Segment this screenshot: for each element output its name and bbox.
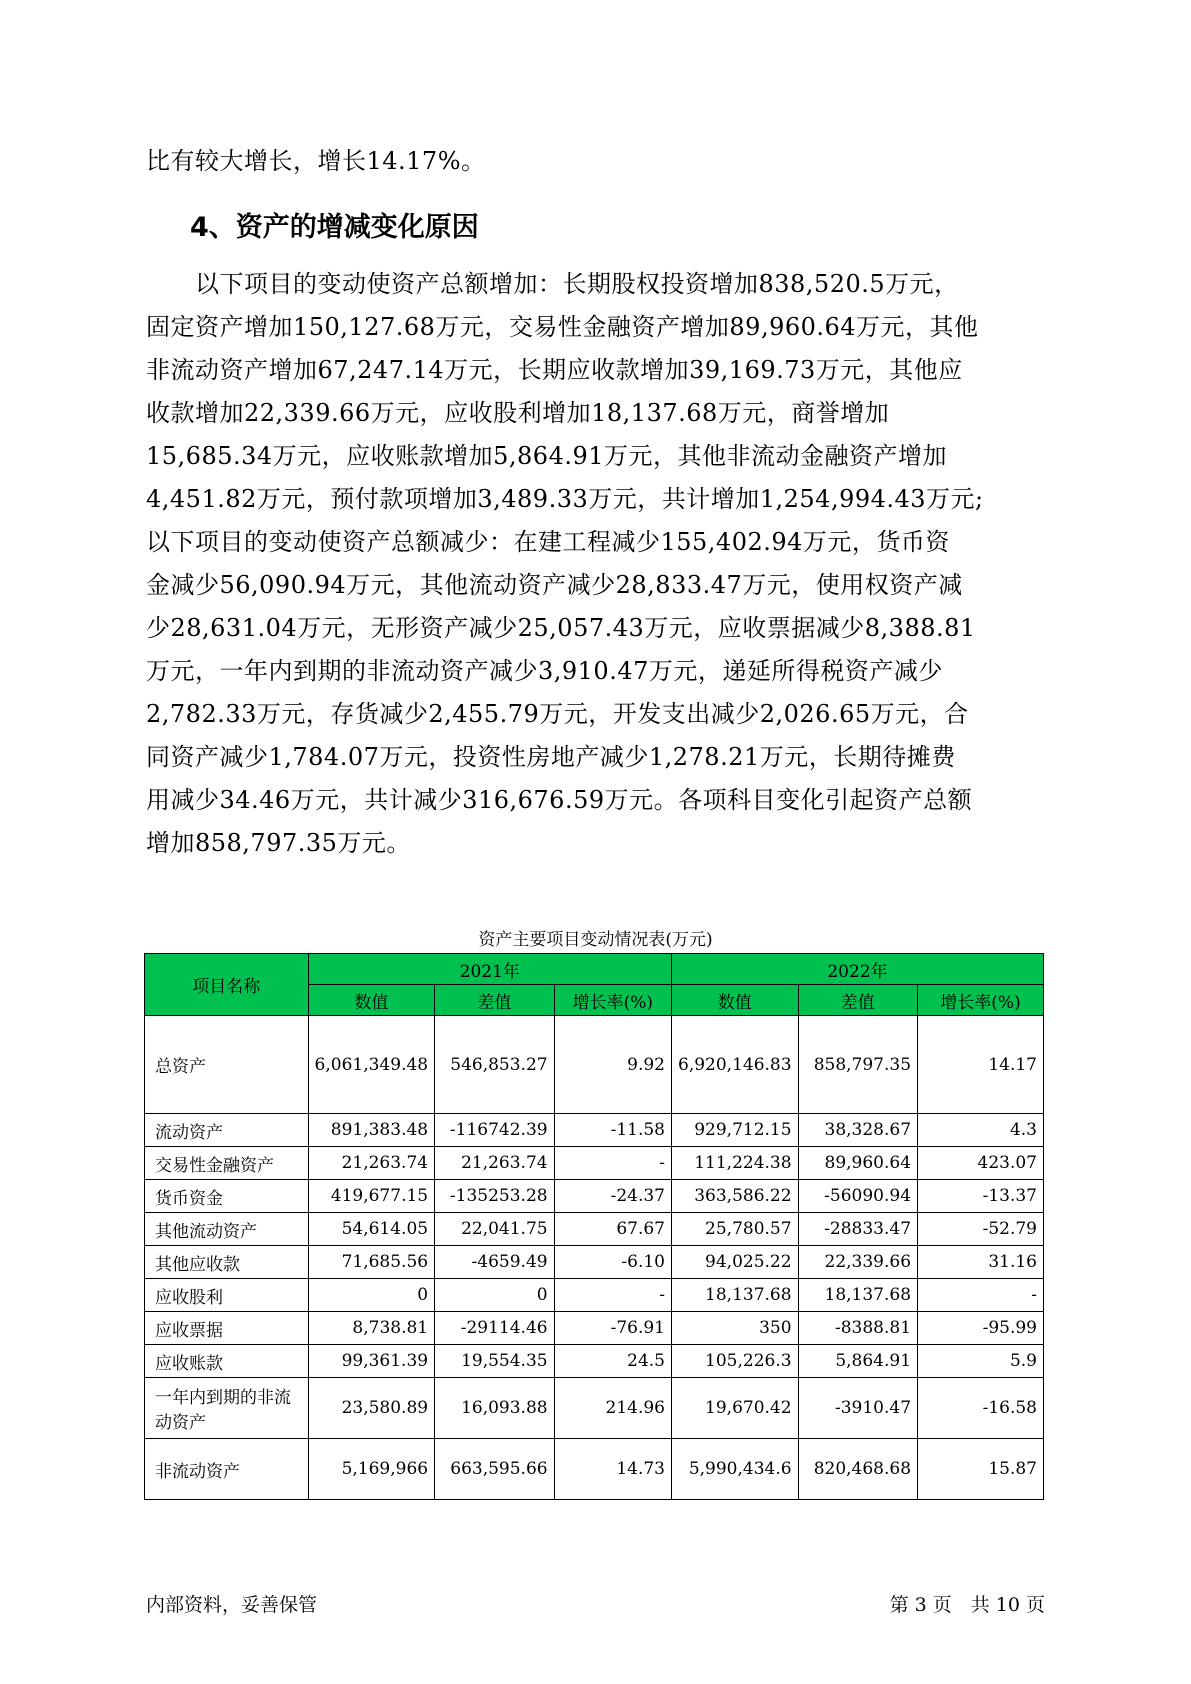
cell-rate-2021: 9.92 bbox=[554, 1016, 671, 1114]
cell-rate-2021: - bbox=[554, 1279, 671, 1312]
cell-value-2022: 25,780.57 bbox=[672, 1213, 799, 1246]
table-row bbox=[145, 1439, 1044, 1500]
header-item-name: 项目名称 bbox=[145, 954, 309, 1016]
cell-value-2021: 6,061,349.48 bbox=[308, 1016, 435, 1114]
table-row bbox=[145, 1312, 1044, 1345]
cell-diff-2022: 5,864.91 bbox=[798, 1345, 917, 1378]
cell-value-2022: 363,586.22 bbox=[672, 1180, 799, 1213]
row-name: 流动资产 bbox=[145, 1114, 309, 1147]
cell-value-2022: 18,137.68 bbox=[672, 1279, 799, 1312]
cell-diff-2021: 22,041.75 bbox=[435, 1213, 554, 1246]
header-diff: 差值 bbox=[435, 985, 554, 1016]
paragraph-line: 同资产减少1,784.07万元，投资性房地产减少1,278.21万元，长期待摊费 bbox=[146, 743, 956, 771]
table-row bbox=[145, 1016, 1044, 1114]
cell-value-2022: 5,990,434.6 bbox=[672, 1439, 799, 1500]
cell-value-2022: 94,025.22 bbox=[672, 1246, 799, 1279]
cell-diff-2022: 22,339.66 bbox=[798, 1246, 917, 1279]
cell-rate-2022: -16.58 bbox=[918, 1378, 1044, 1439]
table-row bbox=[145, 1246, 1044, 1279]
footer-page-number: 第 3 页 共 10 页 bbox=[889, 1594, 1045, 1616]
cell-diff-2021: 16,093.88 bbox=[435, 1378, 554, 1439]
cell-diff-2021: -4659.49 bbox=[435, 1246, 554, 1279]
paragraph-line: 少28,631.04万元，无形资产减少25,057.43万元，应收票据减少8,388.81 bbox=[146, 614, 976, 642]
cell-rate-2022: -13.37 bbox=[918, 1180, 1044, 1213]
cell-value-2021: 5,169,966 bbox=[308, 1439, 435, 1500]
header-diff: 差值 bbox=[798, 985, 917, 1016]
cell-rate-2022: 15.87 bbox=[918, 1439, 1044, 1500]
cell-value-2021: 0 bbox=[308, 1279, 435, 1312]
table-caption: 资产主要项目变动情况表(万元) bbox=[478, 930, 713, 950]
cell-diff-2021: 21,263.74 bbox=[435, 1147, 554, 1180]
paragraph-line: 收款增加22,339.66万元，应收股利增加18,137.68万元，商誉增加 bbox=[146, 399, 890, 427]
cell-value-2021: 23,580.89 bbox=[308, 1378, 435, 1439]
cell-rate-2021: -11.58 bbox=[554, 1114, 671, 1147]
paragraph-line: 以下项目的变动使资产总额增加：长期股权投资增加838,520.5万元， bbox=[146, 270, 959, 298]
cell-value-2022: 111,224.38 bbox=[672, 1147, 799, 1180]
cell-diff-2022: 38,328.67 bbox=[798, 1114, 917, 1147]
cell-diff-2021: -116742.39 bbox=[435, 1114, 554, 1147]
paragraph-line: 非流动资产增加67,247.14万元，长期应收款增加39,169.73万元，其他应 bbox=[146, 356, 963, 384]
paragraph-line: 4,451.82万元，预付款项增加3,489.33万元，共计增加1,254,994.43万元; bbox=[146, 485, 984, 513]
cell-rate-2022: -52.79 bbox=[918, 1213, 1044, 1246]
table-row bbox=[145, 1147, 1044, 1180]
cell-diff-2021: 663,595.66 bbox=[435, 1439, 554, 1500]
cell-rate-2022: - bbox=[918, 1279, 1044, 1312]
row-name: 应收票据 bbox=[145, 1312, 309, 1345]
row-name: 应收账款 bbox=[145, 1345, 309, 1378]
cell-diff-2022: 18,137.68 bbox=[798, 1279, 917, 1312]
paragraph-line: 2,782.33万元，存货减少2,455.79万元，开发支出减少2,026.65万元，合 bbox=[146, 700, 969, 728]
cell-rate-2022: 31.16 bbox=[918, 1246, 1044, 1279]
row-name: 其他应收款 bbox=[145, 1246, 309, 1279]
table-row bbox=[145, 1378, 1044, 1439]
cell-diff-2021: 0 bbox=[435, 1279, 554, 1312]
cell-rate-2021: - bbox=[554, 1147, 671, 1180]
cell-value-2022: 929,712.15 bbox=[672, 1114, 799, 1147]
paragraph-line: 15,685.34万元，应收账款增加5,864.91万元，其他非流动金融资产增加 bbox=[146, 442, 948, 470]
cell-rate-2021: 214.96 bbox=[554, 1378, 671, 1439]
header-value: 数值 bbox=[672, 985, 799, 1016]
cell-value-2021: 891,383.48 bbox=[308, 1114, 435, 1147]
cell-value-2022: 105,226.3 bbox=[672, 1345, 799, 1378]
cell-diff-2021: -29114.46 bbox=[435, 1312, 554, 1345]
cell-diff-2022: -28833.47 bbox=[798, 1213, 917, 1246]
table-row bbox=[145, 1279, 1044, 1312]
cell-diff-2022: 89,960.64 bbox=[798, 1147, 917, 1180]
cell-rate-2022: 14.17 bbox=[918, 1016, 1044, 1114]
cell-value-2022: 6,920,146.83 bbox=[672, 1016, 799, 1114]
paragraph-line: 以下项目的变动使资产总额减少：在建工程减少155,402.94万元，货币资 bbox=[146, 528, 950, 556]
row-name: 交易性金融资产 bbox=[145, 1147, 309, 1180]
paragraph-continuation: 比有较大增长，增长14.17%。 bbox=[146, 147, 486, 175]
cell-diff-2022: 858,797.35 bbox=[798, 1016, 917, 1114]
paragraph-line: 固定资产增加150,127.68万元，交易性金融资产增加89,960.64万元，其他 bbox=[146, 313, 979, 341]
cell-diff-2022: -3910.47 bbox=[798, 1378, 917, 1439]
cell-value-2021: 71,685.56 bbox=[308, 1246, 435, 1279]
paragraph-line: 用减少34.46万元，共计减少316,676.59万元。各项科目变化引起资产总额 bbox=[146, 786, 973, 814]
row-name: 总资产 bbox=[145, 1016, 309, 1114]
cell-diff-2021: 546,853.27 bbox=[435, 1016, 554, 1114]
cell-diff-2021: -135253.28 bbox=[435, 1180, 554, 1213]
main-paragraph bbox=[146, 263, 1046, 865]
row-name: 货币资金 bbox=[145, 1180, 309, 1213]
header-year-2021: 2021年 bbox=[308, 954, 671, 985]
cell-value-2021: 419,677.15 bbox=[308, 1180, 435, 1213]
table-row bbox=[145, 1114, 1044, 1147]
cell-value-2021: 99,361.39 bbox=[308, 1345, 435, 1378]
cell-value-2021: 54,614.05 bbox=[308, 1213, 435, 1246]
cell-rate-2021: 24.5 bbox=[554, 1345, 671, 1378]
cell-rate-2022: 4.3 bbox=[918, 1114, 1044, 1147]
cell-rate-2022: -95.99 bbox=[918, 1312, 1044, 1345]
row-name: 应收股利 bbox=[145, 1279, 309, 1312]
paragraph-line: 金减少56,090.94万元，其他流动资产减少28,833.47万元，使用权资产减 bbox=[146, 571, 963, 599]
cell-rate-2021: -6.10 bbox=[554, 1246, 671, 1279]
row-name: 一年内到期的非流动资产 bbox=[145, 1378, 309, 1439]
table-row bbox=[145, 1180, 1044, 1213]
cell-diff-2022: -8388.81 bbox=[798, 1312, 917, 1345]
cell-diff-2022: 820,468.68 bbox=[798, 1439, 917, 1500]
asset-change-table bbox=[144, 953, 1044, 1500]
cell-diff-2021: 19,554.35 bbox=[435, 1345, 554, 1378]
cell-value-2022: 350 bbox=[672, 1312, 799, 1345]
paragraph-line: 万元，一年内到期的非流动资产减少3,910.47万元，递延所得税资产减少 bbox=[146, 657, 943, 685]
cell-rate-2021: -24.37 bbox=[554, 1180, 671, 1213]
cell-diff-2022: -56090.94 bbox=[798, 1180, 917, 1213]
cell-rate-2021: -76.91 bbox=[554, 1312, 671, 1345]
cell-rate-2021: 14.73 bbox=[554, 1439, 671, 1500]
cell-value-2022: 19,670.42 bbox=[672, 1378, 799, 1439]
header-year-2022: 2022年 bbox=[672, 954, 1044, 985]
paragraph-line: 增加858,797.35万元。 bbox=[146, 829, 411, 857]
cell-value-2021: 21,263.74 bbox=[308, 1147, 435, 1180]
header-value: 数值 bbox=[308, 985, 435, 1016]
section-heading: 4、资产的增减变化原因 bbox=[190, 212, 479, 243]
header-rate: 增长率(%) bbox=[918, 985, 1044, 1016]
table-row bbox=[145, 1345, 1044, 1378]
header-rate: 增长率(%) bbox=[554, 985, 671, 1016]
cell-rate-2022: 423.07 bbox=[918, 1147, 1044, 1180]
table-row bbox=[145, 1213, 1044, 1246]
cell-rate-2021: 67.67 bbox=[554, 1213, 671, 1246]
row-name: 非流动资产 bbox=[145, 1439, 309, 1500]
footer-confidential-note: 内部资料，妥善保管 bbox=[146, 1594, 318, 1616]
row-name: 其他流动资产 bbox=[145, 1213, 309, 1246]
cell-value-2021: 8,738.81 bbox=[308, 1312, 435, 1345]
cell-rate-2022: 5.9 bbox=[918, 1345, 1044, 1378]
